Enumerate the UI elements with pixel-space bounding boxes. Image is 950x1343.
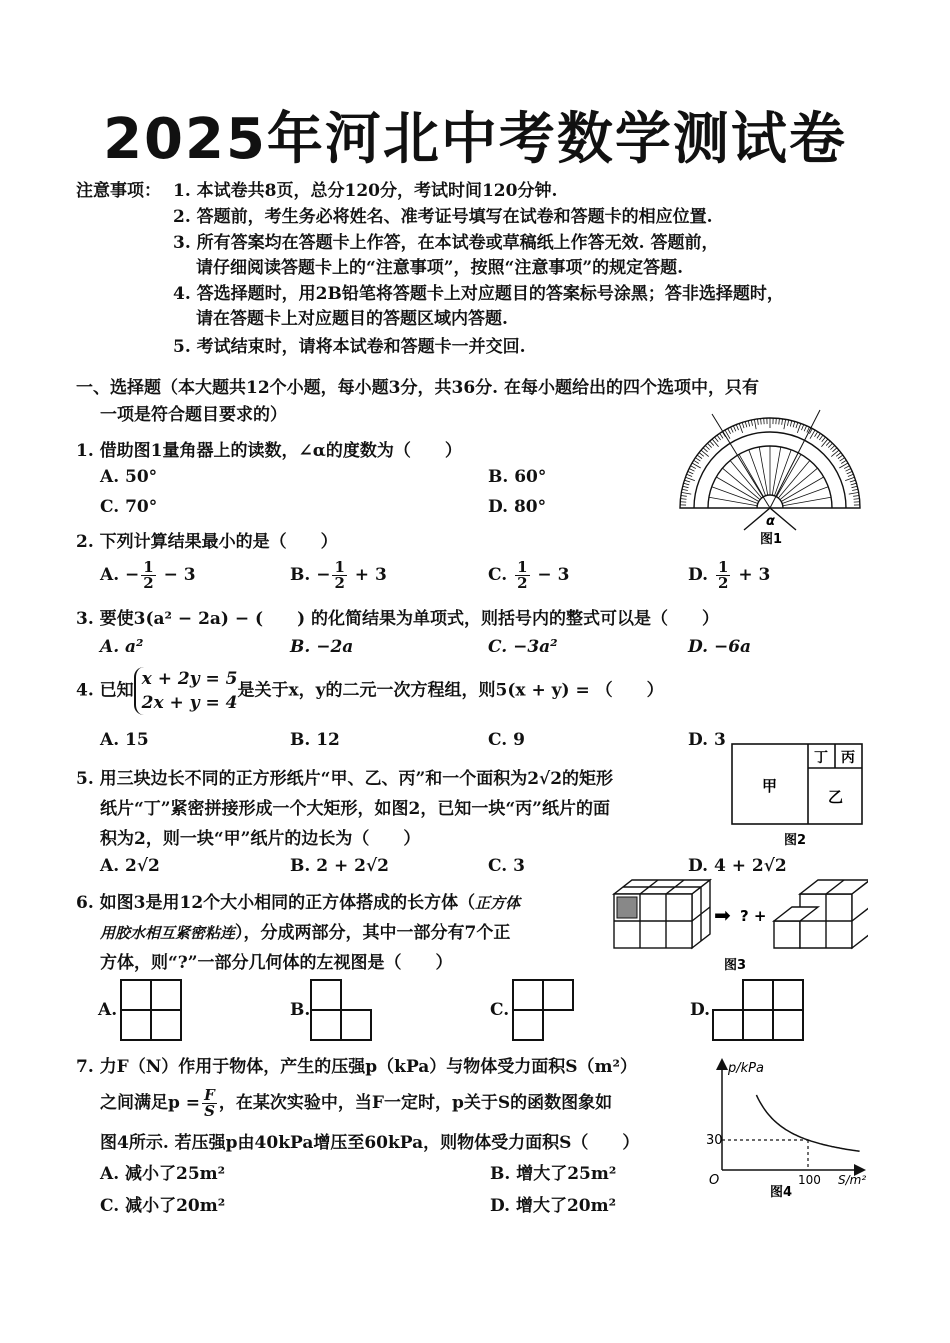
protractor-tick <box>838 455 843 459</box>
protractor-tick <box>745 421 747 427</box>
protractor-ray <box>709 497 757 506</box>
protractor-tick <box>682 489 688 490</box>
label-bing: 丙 <box>841 750 855 766</box>
note-item: 3. 所有答案均在答题卡上作答，在本试卷或草稿纸上作答无效. 答题前， <box>173 233 719 253</box>
section-heading-cont: 一项是符合题目要求的） <box>100 405 287 425</box>
q1-option-d: D. 80° <box>488 497 547 517</box>
protractor-tick <box>681 495 687 496</box>
q2-c-suffix: − 3 <box>531 565 570 585</box>
q4-option-d: D. 3 <box>688 730 726 750</box>
figure2-caption: 图2 <box>784 833 807 848</box>
protractor-tick <box>852 489 858 490</box>
q6-option-d: D. <box>690 1000 711 1020</box>
q6-line1-small: 正方体 <box>475 894 521 912</box>
protractor-tick <box>761 418 762 424</box>
protractor-tick <box>854 499 860 500</box>
protractor-tick <box>796 422 798 428</box>
q2-d-prefix: D. <box>688 565 714 585</box>
q7-line1: 7. 力F（N）作用于物体，产生的压强p（kPa）与物体受力面积S（m²） <box>76 1057 637 1077</box>
protractor-tick <box>850 480 856 482</box>
protractor-tick <box>684 480 690 482</box>
figure4-caption: 图4 <box>770 1185 793 1200</box>
q2-option-a <box>100 560 196 591</box>
q3-option-b: B. −2a <box>290 637 354 657</box>
protractor-tick <box>779 418 780 424</box>
origin-label: O <box>709 1173 720 1188</box>
protractor-tick <box>841 460 846 463</box>
alpha-label: α <box>766 514 775 529</box>
protractor-tick <box>701 450 709 456</box>
q6-option-a: A. <box>98 1000 118 1020</box>
fraction: $\frac{1}{2}$ <box>717 558 729 592</box>
protractor-tick <box>815 432 818 437</box>
view-d-icon <box>711 978 805 1042</box>
protractor-tick <box>836 453 841 457</box>
protractor-figure <box>672 408 867 548</box>
q5-line2: 纸片“丁”紧密拼接形成一个大矩形，如图2，已知一块“丙”纸片的面 <box>100 799 610 819</box>
note-item: 5. 考试结束时，请将本试卷和答题卡一并交回. <box>173 337 526 357</box>
graph-figure <box>700 1056 870 1201</box>
q7-option-c: C. 减小了20m² <box>100 1196 226 1216</box>
protractor-tick <box>754 419 756 429</box>
protractor-tick <box>757 419 758 425</box>
protractor-tick <box>712 439 718 447</box>
protractor-tick <box>733 426 735 431</box>
protractor-tick <box>821 439 827 447</box>
fraction: $\frac{1}{2}$ <box>334 558 345 592</box>
protractor-tick <box>695 458 700 461</box>
protractor-tick <box>853 495 859 496</box>
protractor-tick <box>817 433 820 438</box>
protractor-tick <box>848 474 854 476</box>
protractor-ray <box>712 487 758 504</box>
q3-option-a: A. a² <box>100 637 144 657</box>
q4-option-c: C. 9 <box>488 730 525 750</box>
q2-option-b <box>290 560 387 591</box>
protractor-tick <box>804 426 806 431</box>
protractor-tick <box>797 423 800 432</box>
protractor-tick <box>717 435 721 440</box>
q4-option-a: A. 15 <box>100 730 149 750</box>
figure1-caption: 图1 <box>760 532 783 547</box>
page-title: 2025年河北中考数学测试卷 <box>103 107 847 172</box>
fraction: $\frac{1}{2}$ <box>143 558 154 592</box>
protractor-tick <box>787 420 788 426</box>
section-heading: 一、选择题（本大题共12个小题，每小题3分，共36分. 在每小题给出的四个选项中，只有 <box>76 378 759 398</box>
q5-option-d: D. 4 + 2√2 <box>688 856 787 876</box>
protractor-ray <box>783 497 831 506</box>
protractor-tick <box>742 422 744 428</box>
protractor-tick <box>819 435 823 440</box>
q5-option-c: C. 3 <box>488 856 525 876</box>
protractor-tick <box>697 455 702 459</box>
q7-option-a: A. 减小了25m² <box>100 1164 226 1184</box>
q2-d-suffix: + 3 <box>732 565 771 585</box>
q5-line3: 积为2，则一块“甲”纸片的边长为（ ） <box>100 829 421 849</box>
protractor-tick <box>852 486 858 487</box>
protractor-tick <box>683 486 689 487</box>
protractor-tick <box>681 492 691 494</box>
protractor-tick <box>822 437 826 442</box>
view-b-icon <box>309 978 373 1042</box>
q4-stem <box>76 667 664 715</box>
protractor-tick <box>683 483 689 485</box>
q3-stem: 3. 要使3(a² − 2a) − ( ) 的化简结果为单项式，则括号内的整式可以是（ ） <box>76 609 720 629</box>
x-axis-label: S/m² <box>838 1173 867 1187</box>
protractor-tick <box>845 469 850 472</box>
q5-option-b: B. 2 + 2√2 <box>290 856 389 876</box>
protractor-tick <box>739 423 742 432</box>
protractor-tick <box>790 421 791 427</box>
q7-option-b: B. 增大了25m² <box>490 1164 617 1184</box>
protractor-ray <box>759 447 768 495</box>
note-item: 4. 答选择题时，用2B铅笔将答题卡上对应题目的答案标号涂黑；答非选择题时， <box>173 284 784 304</box>
q5-line1: 5. 用三块边长不同的正方形纸片“甲、乙、丙”和一个面积为2√2的矩形 <box>76 769 614 789</box>
protractor-tick <box>703 448 707 452</box>
fraction: $\frac{F}{S}$ <box>204 1086 215 1120</box>
q2-stem: 2. 下列计算结果最小的是（ ） <box>76 532 338 552</box>
protractor-tick <box>784 419 786 429</box>
protractor-tick <box>832 448 836 452</box>
protractor-tick <box>828 443 832 447</box>
protractor-ray <box>749 450 766 496</box>
q2-b-prefix: B. − <box>290 565 331 585</box>
q4-option-b: B. 12 <box>290 730 340 750</box>
protractor-tick <box>845 477 854 480</box>
y-axis-label: p/kPa <box>728 1061 764 1076</box>
shaded-cube <box>617 897 637 918</box>
q7-option-d: D. 增大了20m² <box>490 1196 617 1216</box>
protractor-tick <box>826 441 830 445</box>
note-item: 请仔细阅读答题卡上的“注意事项”，按照“注意事项”的规定答题. <box>196 258 684 278</box>
protractor-tick <box>687 474 693 476</box>
q3-option-d: D. −6a <box>688 637 752 657</box>
protractor-tick <box>689 469 694 472</box>
y-tick-label: 30 <box>706 1133 723 1148</box>
q2-a-prefix: A. − <box>100 565 140 585</box>
q6-line2-small: 用胶水相互紧密粘连 <box>100 924 236 942</box>
view-a-icon <box>119 978 183 1042</box>
protractor-tick <box>793 421 795 427</box>
protractor-tick <box>736 425 738 431</box>
q2-a-suffix: − 3 <box>157 565 196 585</box>
protractor-tick <box>831 450 839 456</box>
protractor-tick <box>707 443 711 447</box>
protractor-tick <box>849 492 859 494</box>
protractor-tick <box>691 466 696 469</box>
q2-option-c <box>488 560 569 591</box>
q7-line2-suffix: ，在某次实验中，当F一定时，p关于S的函数图象如 <box>218 1093 613 1113</box>
label-jia: 甲 <box>762 777 778 795</box>
note-item: 2. 答题前，考生务必将姓名、准考证号填写在试卷和答题卡的相应位置. <box>173 207 713 227</box>
rectangle-figure <box>728 740 868 848</box>
q4-prefix: 4. 已知 <box>76 680 134 701</box>
protractor-tick <box>851 483 857 485</box>
note-item: 1. 本试卷共8页，总分120分，考试时间120分钟. <box>173 181 558 201</box>
q6-line1-text: 6. 如图3是用12个大小相同的正方体搭成的长方体（ <box>76 893 476 913</box>
q4-suffix: 是关于x，y的二元一次方程组，则5(x + y) = （ ） <box>237 680 664 701</box>
question-mark-label: ? + <box>740 907 767 925</box>
protractor-tick <box>830 445 834 449</box>
q6-line2 <box>100 918 510 943</box>
q6-option-b: B. <box>290 1000 311 1020</box>
protractor-ray <box>782 487 828 504</box>
q7-line2 <box>100 1088 612 1119</box>
protractor-tick <box>688 471 693 473</box>
fraction: $\frac{1}{2}$ <box>517 558 528 592</box>
protractor-tick <box>751 420 752 426</box>
q1-option-b: B. 60° <box>488 467 547 487</box>
q7-line3: 图4所示. 若压强p由40kPa增压至60kPa，则物体受力面积S（ ） <box>100 1133 640 1153</box>
protractor-tick <box>782 419 783 425</box>
label-ding: 丁 <box>814 750 828 766</box>
protractor-tick <box>699 453 704 457</box>
protractor-tick <box>710 441 714 445</box>
q6-line3: 方体，则“?”一部分几何体的左视图是（ ） <box>100 953 453 973</box>
protractor-tick <box>844 466 849 469</box>
view-c-icon <box>511 978 575 1042</box>
protractor-tick <box>680 499 686 500</box>
protractor-tick <box>694 460 699 463</box>
q6-option-c: C. <box>490 1000 510 1020</box>
seven-cube-part <box>774 880 868 948</box>
protractor-tick <box>748 421 749 427</box>
protractor-ray <box>774 450 791 496</box>
x-tick-label: 100 <box>798 1173 821 1187</box>
protractor-tick <box>840 458 845 461</box>
q2-c-prefix: C. <box>488 565 514 585</box>
q2-b-suffix: + 3 <box>348 565 387 585</box>
protractor-tick <box>715 437 719 442</box>
protractor-ray <box>772 447 781 495</box>
protractor-tick <box>801 425 803 431</box>
figure3-caption: 图3 <box>724 958 747 973</box>
notes-heading: 注意事项： <box>76 181 161 201</box>
q1-option-a: A. 50° <box>100 467 158 487</box>
label-yi: 乙 <box>828 788 844 806</box>
q6-line1 <box>76 888 520 913</box>
q1-option-c: C. 70° <box>100 497 158 517</box>
note-item: 请在答题卡上对应题目的答题区域内答题. <box>196 309 508 329</box>
protractor-tick <box>731 427 734 432</box>
protractor-tick <box>720 433 723 438</box>
q6-line2-text: ），分成两部分，其中一部分有7个正 <box>235 923 511 943</box>
q5-option-a: A. 2√2 <box>100 856 160 876</box>
arrow-icon: ➡ <box>714 903 731 927</box>
q3-option-c: C. −3a² <box>488 637 558 657</box>
protractor-tick <box>685 477 694 480</box>
q7-line2-prefix: 之间满足p = <box>100 1093 201 1113</box>
q1-stem: 1. 借助图1量角器上的读数，∠α的度数为（ ） <box>76 441 462 461</box>
protractor-tick <box>705 445 709 449</box>
protractor-tick <box>847 471 852 473</box>
cuboid-figure <box>606 876 868 976</box>
protractor-tick <box>728 429 731 434</box>
q2-option-d <box>688 560 770 591</box>
equation-system: x + 2y = 5 2x + y = 4 <box>134 667 238 715</box>
